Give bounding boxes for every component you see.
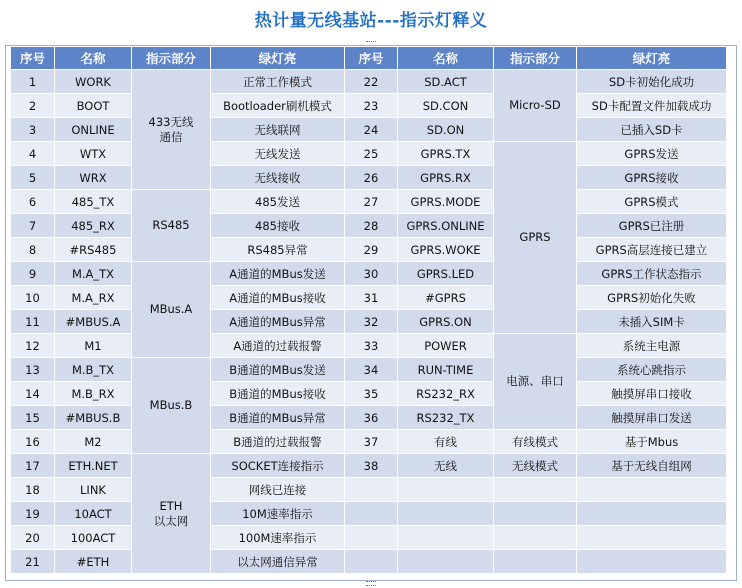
empty-cell bbox=[398, 478, 494, 502]
table-row bbox=[11, 310, 727, 334]
col-header-part: 指示部分 bbox=[132, 47, 211, 70]
cell-desc: 100M速率指示 bbox=[211, 526, 345, 550]
cell-no: 23 bbox=[345, 94, 398, 118]
table-row bbox=[11, 550, 727, 574]
cell-name: WRX bbox=[55, 166, 132, 190]
cell-desc: 无线发送 bbox=[211, 142, 345, 166]
cell-desc: 以太网通信异常 bbox=[211, 550, 345, 574]
cell-no: 20 bbox=[11, 526, 55, 550]
cell-no: 3 bbox=[11, 118, 55, 142]
cell-name: 无线 bbox=[398, 454, 494, 478]
group-power: 电源、串口 bbox=[494, 334, 577, 430]
table-row bbox=[11, 262, 727, 286]
cell-no: 35 bbox=[345, 382, 398, 406]
cell-name: SD.CON bbox=[398, 94, 494, 118]
cell-name: #MBUS.A bbox=[55, 310, 132, 334]
cell-name: BOOT bbox=[55, 94, 132, 118]
cell-no: 2 bbox=[11, 94, 55, 118]
cell-name: M2 bbox=[55, 430, 132, 454]
cell-no: 16 bbox=[11, 430, 55, 454]
cell-name: WTX bbox=[55, 142, 132, 166]
empty-cell bbox=[577, 526, 727, 550]
empty-cell bbox=[577, 550, 727, 574]
cell-desc: SD卡配置文件加载成功 bbox=[577, 94, 727, 118]
cell-part: 有线模式 bbox=[494, 430, 577, 454]
cell-name: POWER bbox=[398, 334, 494, 358]
cell-no: 19 bbox=[11, 502, 55, 526]
table-row bbox=[11, 142, 727, 166]
cell-name: GPRS.MODE bbox=[398, 190, 494, 214]
cell-no: 37 bbox=[345, 430, 398, 454]
cell-name: 10ACT bbox=[55, 502, 132, 526]
table-row bbox=[11, 238, 727, 262]
cell-no: 34 bbox=[345, 358, 398, 382]
col-header-no-2: 序号 bbox=[345, 47, 398, 70]
cell-desc: 触摸屏串口发送 bbox=[577, 406, 727, 430]
table-row bbox=[11, 214, 727, 238]
cell-desc: 基于Mbus bbox=[577, 430, 727, 454]
cell-no: 11 bbox=[11, 310, 55, 334]
cell-desc: A通道的过载报警 bbox=[211, 334, 345, 358]
col-header-no: 序号 bbox=[11, 47, 55, 70]
cell-name: WORK bbox=[55, 70, 132, 94]
cell-desc: 无线联网 bbox=[211, 118, 345, 142]
cell-desc: B通道的过载报警 bbox=[211, 430, 345, 454]
group-eth bbox=[132, 454, 211, 574]
cell-desc: GPRS已注册 bbox=[577, 214, 727, 238]
cell-desc: 10M速率指示 bbox=[211, 502, 345, 526]
cell-no: 32 bbox=[345, 310, 398, 334]
empty-cell bbox=[345, 526, 398, 550]
group-rs485: RS485 bbox=[132, 190, 211, 262]
cell-no: 21 bbox=[11, 550, 55, 574]
cell-name: ETH.NET bbox=[55, 454, 132, 478]
cell-desc: A通道的MBus发送 bbox=[211, 262, 345, 286]
table-row bbox=[11, 286, 727, 310]
table-row bbox=[11, 406, 727, 430]
empty-cell bbox=[398, 550, 494, 574]
cell-desc: SOCKET连接指示 bbox=[211, 454, 345, 478]
cell-no: 12 bbox=[11, 334, 55, 358]
cell-no: 4 bbox=[11, 142, 55, 166]
cell-desc: A通道的MBus异常 bbox=[211, 310, 345, 334]
cell-name: SD.ACT bbox=[398, 70, 494, 94]
cell-desc: GPRS初始化失败 bbox=[577, 286, 727, 310]
empty-cell bbox=[345, 502, 398, 526]
cell-desc: RS485异常 bbox=[211, 238, 345, 262]
cell-name: M1 bbox=[55, 334, 132, 358]
cell-no: 1 bbox=[11, 70, 55, 94]
table-row bbox=[11, 358, 727, 382]
cell-part: 无线模式 bbox=[494, 454, 577, 478]
cell-desc: Bootloader刷机模式 bbox=[211, 94, 345, 118]
cell-name: SD.ON bbox=[398, 118, 494, 142]
cell-desc: GPRS发送 bbox=[577, 142, 727, 166]
cell-name: RUN-TIME bbox=[398, 358, 494, 382]
cell-name: GPRS.LED bbox=[398, 262, 494, 286]
cell-no: 5 bbox=[11, 166, 55, 190]
empty-cell bbox=[494, 550, 577, 574]
table-row bbox=[11, 334, 727, 358]
col-header-part-2: 指示部分 bbox=[494, 47, 577, 70]
cell-name: GPRS.ONLINE bbox=[398, 214, 494, 238]
cell-no: 24 bbox=[345, 118, 398, 142]
table-row bbox=[11, 70, 727, 94]
cell-no: 31 bbox=[345, 286, 398, 310]
cell-no: 10 bbox=[11, 286, 55, 310]
cell-desc: A通道的MBus接收 bbox=[211, 286, 345, 310]
table-row bbox=[11, 502, 727, 526]
cell-no: 30 bbox=[345, 262, 398, 286]
empty-cell bbox=[398, 526, 494, 550]
cell-no: 18 bbox=[11, 478, 55, 502]
group-gprs: GPRS bbox=[494, 142, 577, 334]
cell-desc: SD卡初始化成功 bbox=[577, 70, 727, 94]
table-row bbox=[11, 430, 727, 454]
col-header-green-2: 绿灯亮 bbox=[577, 47, 727, 70]
cell-desc: 触摸屏串口接收 bbox=[577, 382, 727, 406]
page-title: 热计量无线基站---指示灯释义 bbox=[254, 11, 488, 31]
cell-name: GPRS.ON bbox=[398, 310, 494, 334]
cell-desc: 系统主电源 bbox=[577, 334, 727, 358]
cell-name: GPRS.TX bbox=[398, 142, 494, 166]
col-header-green: 绿灯亮 bbox=[211, 47, 345, 70]
cell-name: GPRS.RX bbox=[398, 166, 494, 190]
cell-desc: GPRS模式 bbox=[577, 190, 727, 214]
cell-name: RS232_TX bbox=[398, 406, 494, 430]
cell-name: 有线 bbox=[398, 430, 494, 454]
empty-cell bbox=[494, 478, 577, 502]
cell-no: 36 bbox=[345, 406, 398, 430]
header-row bbox=[11, 47, 727, 70]
cell-name: 485_RX bbox=[55, 214, 132, 238]
empty-cell bbox=[494, 502, 577, 526]
table-row bbox=[11, 478, 727, 502]
table-row bbox=[11, 526, 727, 550]
cell-desc: 485发送 bbox=[211, 190, 345, 214]
cell-name: LINK bbox=[55, 478, 132, 502]
cell-desc: 已插入SD卡 bbox=[577, 118, 727, 142]
cell-desc: 未插入SIM卡 bbox=[577, 310, 727, 334]
cell-name: 100ACT bbox=[55, 526, 132, 550]
cell-desc: B通道的MBus接收 bbox=[211, 382, 345, 406]
cell-desc: 正常工作模式 bbox=[211, 70, 345, 94]
cell-desc: GPRS接收 bbox=[577, 166, 727, 190]
cell-name: ONLINE bbox=[55, 118, 132, 142]
cell-no: 27 bbox=[345, 190, 398, 214]
cell-desc: 系统心跳指示 bbox=[577, 358, 727, 382]
indicator-table bbox=[10, 46, 727, 574]
cell-no: 38 bbox=[345, 454, 398, 478]
col-header-name: 名称 bbox=[55, 47, 132, 70]
cell-no: 29 bbox=[345, 238, 398, 262]
cell-no: 9 bbox=[11, 262, 55, 286]
empty-cell bbox=[577, 478, 727, 502]
group-mbus-b: MBus.B bbox=[132, 358, 211, 454]
cell-no: 14 bbox=[11, 382, 55, 406]
table-row bbox=[11, 166, 727, 190]
empty-cell bbox=[345, 478, 398, 502]
table-row bbox=[11, 118, 727, 142]
cell-desc: B通道的MBus发送 bbox=[211, 358, 345, 382]
cell-desc: GPRS工作状态指示 bbox=[577, 262, 727, 286]
cell-name: GPRS.WOKE bbox=[398, 238, 494, 262]
table-row bbox=[11, 94, 727, 118]
cell-name: #GPRS bbox=[398, 286, 494, 310]
cell-name: #RS485 bbox=[55, 238, 132, 262]
table-row bbox=[11, 382, 727, 406]
cell-desc: 网线已连接 bbox=[211, 478, 345, 502]
cell-desc: 485接收 bbox=[211, 214, 345, 238]
cell-name: M.B_RX bbox=[55, 382, 132, 406]
cell-name: #ETH bbox=[55, 550, 132, 574]
cell-desc: 无线接收 bbox=[211, 166, 345, 190]
cell-no: 22 bbox=[345, 70, 398, 94]
empty-cell bbox=[494, 526, 577, 550]
group-mbus-a: MBus.A bbox=[132, 262, 211, 358]
cell-desc: B通道的MBus异常 bbox=[211, 406, 345, 430]
cell-name: M.B_TX bbox=[55, 358, 132, 382]
empty-cell bbox=[398, 502, 494, 526]
group-label: ETH 以太网 bbox=[153, 498, 189, 528]
cell-no: 15 bbox=[11, 406, 55, 430]
cell-name: #MBUS.B bbox=[55, 406, 132, 430]
cell-name: M.A_RX bbox=[55, 286, 132, 310]
cell-no: 17 bbox=[11, 454, 55, 478]
cell-name: M.A_TX bbox=[55, 262, 132, 286]
empty-cell bbox=[345, 550, 398, 574]
group-433 bbox=[132, 70, 211, 190]
cell-no: 13 bbox=[11, 358, 55, 382]
group-microsd: Micro-SD bbox=[494, 70, 577, 142]
cell-no: 6 bbox=[11, 190, 55, 214]
col-header-name-2: 名称 bbox=[398, 47, 494, 70]
cell-no: 28 bbox=[345, 214, 398, 238]
cell-name: RS232_RX bbox=[398, 382, 494, 406]
table-row bbox=[11, 190, 727, 214]
table-row bbox=[11, 454, 727, 478]
resize-handle-bottom[interactable] bbox=[366, 581, 376, 586]
cell-no: 26 bbox=[345, 166, 398, 190]
cell-name: 485_TX bbox=[55, 190, 132, 214]
group-label: 433无线 通信 bbox=[148, 114, 194, 144]
cell-no: 25 bbox=[345, 142, 398, 166]
cell-no: 8 bbox=[11, 238, 55, 262]
cell-no: 33 bbox=[345, 334, 398, 358]
empty-cell bbox=[577, 502, 727, 526]
cell-no: 7 bbox=[11, 214, 55, 238]
cell-desc: 基于无线自组网 bbox=[577, 454, 727, 478]
cell-desc: GPRS高层连接已建立 bbox=[577, 238, 727, 262]
